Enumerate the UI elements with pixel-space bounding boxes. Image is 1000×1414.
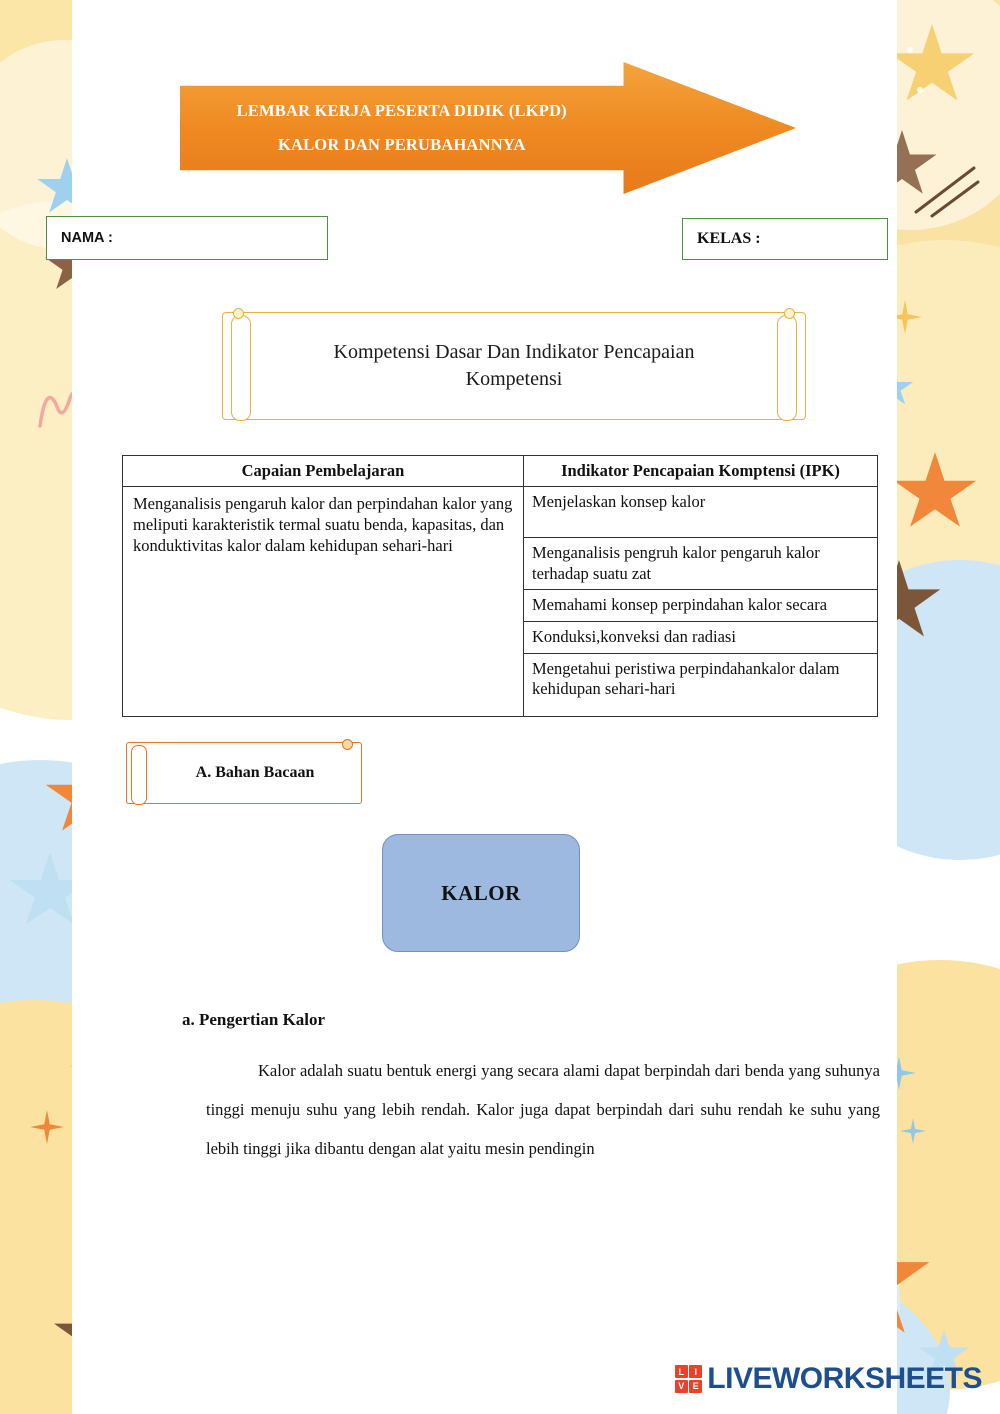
badge-letter-l: L [675,1365,688,1378]
kompetensi-title: Kompetensi Dasar Dan Indikator Pencapaian Kompetensi [333,341,695,390]
liveworksheets-badge-icon [675,1365,703,1393]
ipk-cell-5: Mengetahui peristiwa perpindahankalor dalam kehidupan sehari-hari [524,653,878,716]
pengertian-kalor-paragraph: Kalor adalah suatu bentuk energi yang secara alami dapat berpindah dari benda yang suhunya tinggi menuju suhu yang lebih rendah. Kalor juga dapat berpindah dari suhu rendah ke suhu yang lebih tinggi jika dibantu dengan alat yaitu mesin pendingin [206,1061,880,1158]
kd-ipk-table [122,455,878,717]
scroll-curl-right-icon [777,315,797,421]
bahan-bacaan-banner [126,742,362,804]
kompetensi-scroll-banner [222,312,806,420]
bacaan-scroll-dot-icon [342,739,353,750]
kalor-concept-box [382,834,580,952]
liveworksheets-footer [675,1362,982,1396]
table-row [123,487,878,538]
banner-title-line1: LEMBAR KERJA PESERTA DIDIK (LKPD) [236,101,567,120]
kalor-concept-label: KALOR [441,880,521,905]
ipk-cell-4: Konduksi,konveksi dan radiasi [524,621,878,653]
scroll-curl-left-icon [231,315,251,421]
table-header-row [123,456,878,487]
table-header-ipk: Indikator Pencapaian Komptensi (IPK) [524,456,878,487]
nama-label: NAMA : [61,230,113,246]
banner-text-block [180,62,624,194]
bacaan-scroll-curl-icon [131,745,147,805]
liveworksheets-brand-text: LIVEWORKSHEETS [707,1362,982,1395]
kelas-label: KELAS : [697,230,761,247]
badge-letter-e: E [689,1380,702,1393]
nama-field[interactable] [46,216,328,260]
ipk-cell-2: Menganalisis pengruh kalor pengaruh kalor terhadap suatu zat [524,538,878,590]
kelas-field[interactable] [682,218,888,260]
ipk-cell-3: Memahami konsep perpindahan kalor secara [524,590,878,622]
title-banner [180,62,796,194]
badge-letter-i: I [689,1365,702,1378]
ipk-cell-1: Menjelaskan konsep kalor [524,487,878,538]
scroll-dot-left-icon [233,308,244,319]
banner-title-line2: KALOR DAN PERUBAHANNYA [277,135,526,154]
bahan-bacaan-label: A. Bahan Bacaan [195,764,315,781]
table-header-capaian: Capaian Pembelajaran [123,456,524,487]
pengertian-kalor-heading: a. Pengertian Kalor [182,1010,326,1029]
scroll-dot-right-icon [784,308,795,319]
badge-letter-v: V [675,1380,688,1393]
capaian-pembelajaran-cell: Menganalisis pengaruh kalor dan perpindahan kalor yang meliputi karakteristik termal suatu benda, kapasitas, dan konduktivitas kalor dalam kehidupan sehari-hari [123,487,524,717]
